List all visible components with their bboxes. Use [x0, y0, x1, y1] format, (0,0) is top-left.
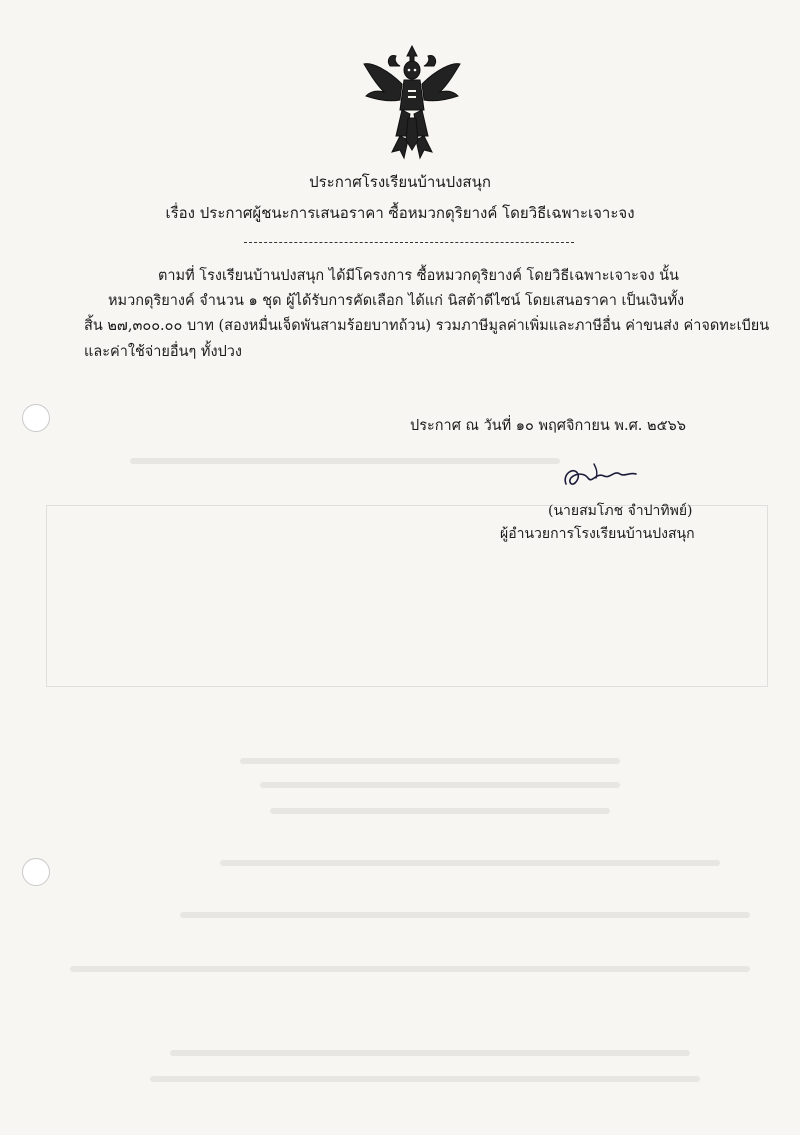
bleed-through-line [270, 808, 610, 814]
garuda-emblem [362, 40, 462, 168]
signatory-position: ผู้อำนวยการโรงเรียนบ้านปงสนุก [500, 526, 695, 542]
bleed-through-line [130, 458, 560, 464]
bleed-through-line [260, 782, 620, 788]
announcement-date: ประกาศ ณ วันที่ ๑๐ พฤศจิกายน พ.ศ. ๒๕๖๖ [410, 418, 686, 434]
announcement-subject: เรื่อง ประกาศผู้ชนะการเสนอราคา ซื้อหมวกดุริยางค์ โดยวิธีเฉพาะเจาะจง [165, 204, 635, 222]
handwritten-signature [560, 458, 640, 498]
divider-line [244, 242, 574, 243]
bleed-through-line [70, 966, 750, 972]
punch-hole [22, 858, 50, 886]
bleed-through-line [220, 860, 720, 866]
bleed-through-line [240, 758, 620, 764]
body-line: สิ้น ๒๗,๓๐๐.๐๐ บาท (สองหมื่นเจ็ดพันสามร้อยบาทถ้วน) รวมภาษีมูลค่าเพิ่มและภาษีอื่น ค่าขนส่ง ค่าจดทะเบียน [84, 318, 770, 334]
bleed-through-line [180, 912, 750, 918]
signatory-name: (นายสมโภช จำปาทิพย์) [548, 503, 693, 519]
body-line: หมวกดุริยางค์ จำนวน ๑ ชุด ผู้ได้รับการคัดเลือก ได้แก่ นิสต้าดีไซน์ โดยเสนอราคา เป็นเงินทั้ง [108, 293, 685, 309]
announcement-title: ประกาศโรงเรียนบ้านปงสนุก [309, 173, 491, 191]
punch-hole [22, 404, 50, 432]
bleed-through-line [170, 1050, 690, 1056]
body-line: และค่าใช้จ่ายอื่นๆ ทั้งปวง [84, 344, 242, 360]
bleed-through-line [150, 1076, 700, 1082]
body-line: ตามที่ โรงเรียนบ้านปงสนุก ได้มีโครงการ ซื้อหมวกดุริยางค์ โดยวิธีเฉพาะเจาะจง นั้น [158, 268, 679, 284]
